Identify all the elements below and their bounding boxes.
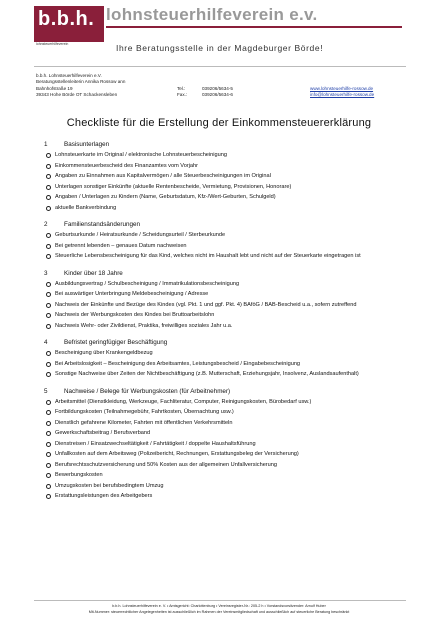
checklist-item: Steuerliche Lebensbescheinigung für das Kind, welches nicht im Haushalt lebt und nicht auf der Steuerkarte eingetragen ist — [44, 251, 420, 262]
checklist-item: Unterlagen sonstiger Einkünfte (aktuelle Rentenbescheide, Vermietung, Provisionen, Honorare) — [44, 182, 420, 193]
address-line: 39343 Hohe Börde OT Schackensleben — [36, 92, 118, 98]
fax-value: 039206/5634-6 — [202, 92, 233, 98]
contact-values — [202, 86, 233, 99]
section-heading — [44, 140, 420, 150]
checklist-item: Erstattungsleistungen des Arbeitgebers — [44, 491, 420, 502]
checklist-item: Nachweis der Werbungskosten des Kindes bei Bruttoarbeitslohn — [44, 310, 420, 321]
circle-bullet-icon — [46, 473, 51, 478]
section-heading — [44, 269, 420, 279]
footer-divider — [34, 600, 406, 601]
circle-bullet-icon — [46, 362, 51, 367]
circle-bullet-icon — [46, 324, 51, 329]
section-number: 4 — [44, 339, 48, 346]
checklist-item: Bei getrennt lebenden – genaues Datum nachweisen — [44, 241, 420, 252]
checklist-item: Einkommensteuerbescheid des Finanzamtes vom Vorjahr — [44, 161, 420, 172]
section-label: Familienstandsänderungen — [64, 221, 140, 228]
circle-bullet-icon — [46, 431, 51, 436]
slogan: Ihre Beratungsstelle in der Magdeburger Börde! — [116, 43, 324, 53]
circle-bullet-icon — [46, 452, 51, 457]
section-label: Nachweise / Belege für Werbungskosten (für Arbeitnehmer) — [64, 387, 231, 395]
checklist-item: Nachweis Wehr- oder Zivildienst, Praktika, freiwilliges soziales Jahr u.a. — [44, 321, 420, 332]
header-divider — [34, 66, 406, 67]
page-title: Checkliste für die Erstellung der Einkommensteuererklärung — [66, 117, 372, 129]
brand-logo — [34, 6, 104, 42]
checklist-item: Lohnsteuerkarte im Original / elektronische Lohnsteuerbescheinigung — [44, 150, 420, 161]
logo-subtext: lohnsteuerhilfeverein — [36, 42, 69, 46]
checklist-item: Unfallkosten auf dem Arbeitsweg (Polizeibericht, Rechnungen, Erstattungsbeleg der Versicherung) — [44, 449, 420, 460]
checklist-item: Geburtsurkunde / Heiratsurkunde / Scheidungsurteil / Sterbeurkunde — [44, 230, 420, 241]
checklist-item: Gewerkschaftsbeitrag / Berufsverband — [44, 428, 420, 439]
section-label: Kinder über 18 Jahre — [64, 269, 123, 277]
email-link[interactable]: info@lohnsteuerhilfe-rossow.de — [310, 92, 375, 98]
section-heading — [44, 220, 420, 230]
circle-bullet-icon — [46, 400, 51, 405]
circle-bullet-icon — [46, 292, 51, 297]
contact-links — [310, 86, 374, 99]
fax-label: Fax.: — [177, 92, 188, 98]
website-link[interactable]: www.lohnsteuerhilfe-rossow.de — [310, 85, 374, 91]
circle-bullet-icon — [46, 185, 51, 190]
tel-label: Tel.: — [177, 85, 186, 91]
section-label: Basisunterlagen — [64, 141, 110, 148]
address-line: Bahnhofstraße 19 — [36, 85, 73, 91]
circle-bullet-icon — [46, 484, 51, 489]
address-line: Beratungsstellenleiterin Annika Rossow ann — [36, 79, 126, 85]
circle-bullet-icon — [46, 410, 51, 415]
address-line: b.b.h. Lohnsteuerhilfeverein e.V. — [36, 73, 102, 78]
checklist-item: Ausbildungsvertrag / Schulbescheinigung / Immatrikulationsbescheinigung — [44, 279, 420, 290]
circle-bullet-icon — [46, 372, 51, 377]
checklist-item: Dienstreisen / Einsatzwechseltätigkeit / Fahrtätigkeit / doppelte Haushaltsführung — [44, 439, 420, 450]
circle-bullet-icon — [46, 195, 51, 200]
tel-value: 039206/5634-5 — [202, 85, 233, 91]
checklist-item: Arbeitsmittel (Dienstkleidung, Werkzeuge, Fachliteratur, Computer, Reinigungskosten, Bürobedarf usw.) — [44, 397, 420, 408]
circle-bullet-icon — [46, 463, 51, 468]
circle-bullet-icon — [46, 153, 51, 158]
checklist-item: Berufsrechtsschutzversicherung und 50% Kosten aus der allgemeinen Unfallversicherung — [44, 460, 420, 471]
circle-bullet-icon — [46, 421, 51, 426]
circle-bullet-icon — [46, 164, 51, 169]
section-number: 3 — [44, 269, 48, 277]
circle-bullet-icon — [46, 174, 51, 179]
circle-bullet-icon — [46, 233, 51, 238]
section-number: 5 — [44, 387, 48, 395]
circle-bullet-icon — [46, 351, 51, 356]
circle-bullet-icon — [46, 206, 51, 211]
footer-line: Mit-Nummer: steuerrechtlicher Angelegenheiten ist ausschließlich im Rahmen der Vereinsmitgliedschaft und ausschließlich auf steuerliche Beratung beschränkt — [88, 609, 350, 614]
checklist — [44, 140, 420, 502]
circle-bullet-icon — [46, 313, 51, 318]
circle-bullet-icon — [46, 282, 51, 287]
circle-bullet-icon — [46, 303, 51, 308]
circle-bullet-icon — [46, 442, 51, 447]
checklist-item: Nachweis der Einkünfte und Bezüge des Kindes (vgl. Pkt. 1 und ggf. Pkt. 4) BAföG / BAB-Bescheid u.a., sofern zutreffend — [44, 300, 420, 311]
checklist-item: Angaben zu Einnahmen aus Kapitalvermögen / alle Steuerbescheinigungen im Original — [44, 171, 420, 182]
contact-labels — [177, 86, 187, 99]
section-heading — [44, 338, 420, 348]
circle-bullet-icon — [46, 254, 51, 259]
checklist-item: Fortbildungskosten (Teilnahmegebühr, Fahrtkosten, Übernachtung usw.) — [44, 407, 420, 418]
checklist-item: Umzugskosten bei berufsbedingtem Umzug — [44, 481, 420, 492]
checklist-item: Bei Arbeitslosigkeit – Bescheinigung des Arbeitsamtes, Leistungsbescheid / Eingabebescheinigung — [44, 359, 420, 370]
section-heading — [44, 387, 420, 397]
brand-title: lohnsteuerhilfeverein e.v. — [106, 5, 318, 24]
section-label: Befristet geringfügiger Beschäftigung — [64, 339, 168, 346]
circle-bullet-icon — [46, 244, 51, 249]
logo-text: b.b.h. — [38, 8, 95, 30]
section-number: 1 — [44, 141, 48, 148]
checklist-item: Bei auswärtiger Unterbringung Meldebescheinigung / Adresse — [44, 289, 420, 300]
checklist-item: Sonstige Nachweise über Zeiten der Nichtbeschäftigung (z.B. Mutterschaft, Erziehungsjahr, Insolvenz, Auslandsaufenthalt) — [44, 369, 420, 380]
checklist-item: Bescheinigung über Krankengeldbezug — [44, 348, 420, 359]
checklist-item: aktuelle Bankverbindung — [44, 203, 420, 214]
checklist-item: Dienstlich gefahrene Kilometer, Fahrten mit öffentlichen Verkehrsmitteln — [44, 418, 420, 429]
circle-bullet-icon — [46, 494, 51, 499]
checklist-item: Angaben / Unterlagen zu Kindern (Name, Geburtsdatum, Kfz-/Wert-Geburten, Schulgeld) — [44, 192, 420, 203]
sender-address — [36, 73, 125, 99]
footer-line: b.b.h. Lohnsteuerhilfeverein e. V. • Amtsgericht: Charlottenburg • Vereinsregister-Nr.: 205-2 h • Vorstandsvorsitzender: Arnulf Huber — [112, 604, 326, 608]
checklist-item: Bewerbungskosten — [44, 470, 420, 481]
brand-underline — [106, 26, 402, 28]
section-number: 2 — [44, 221, 48, 228]
